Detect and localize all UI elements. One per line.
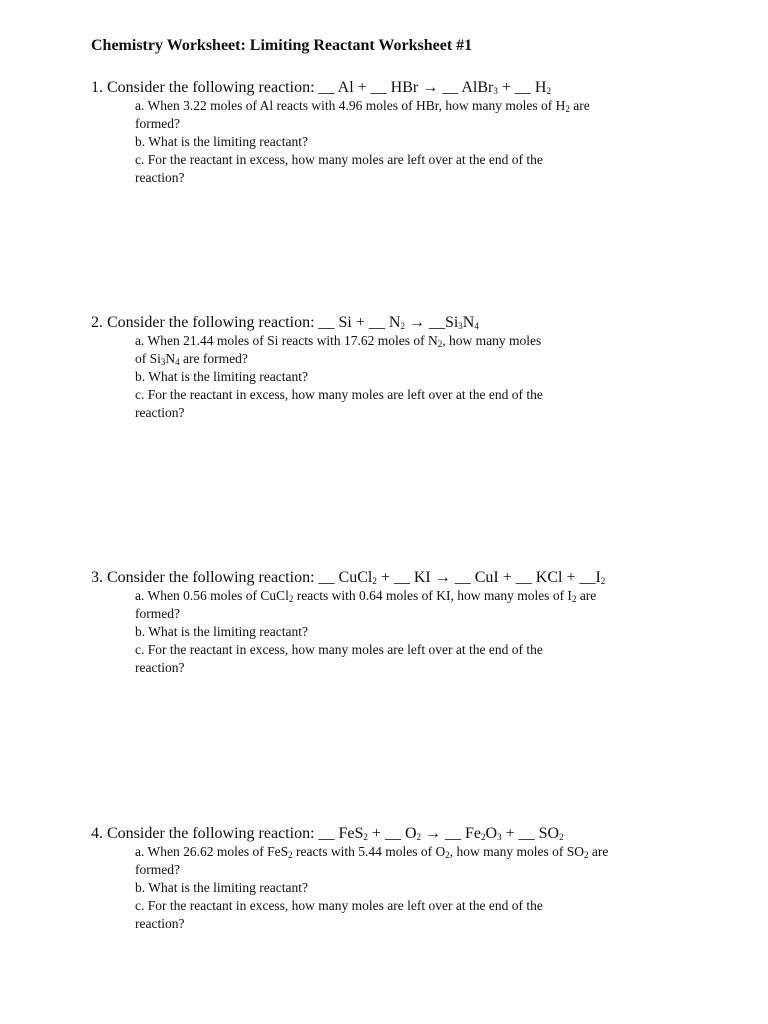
part-a-cont: formed? [135, 606, 180, 621]
part-b: b. What is the limiting reactant? [135, 369, 308, 384]
part-a-cont: of $Si_3N_4$ are formed? [135, 351, 248, 367]
part-b: b. What is the limiting reactant? [135, 624, 308, 639]
worksheet-title: Chemistry Worksheet: Limiting Reactant Worksheet #1 [91, 37, 473, 54]
part-c-cont: reaction? [135, 405, 185, 420]
problem-1-stem: 1. Consider the following reaction: __ Al + __ HBr → __ AlBr$_3$ + __ $H_2$ [91, 79, 551, 96]
problem-3-stem: 3. Consider the following reaction: __ CuCl$_2$ + __ KI → __ CuI + __ KCl + $\_\_I_2$ [91, 569, 606, 586]
problem-4 [91, 824, 691, 933]
part-a: a. When 21.44 moles of Si reacts with 17.62 moles of $N_2$, how many moles [135, 333, 542, 349]
part-a: a. When 0.56 moles of CuCl$_2$ reacts with 0.64 moles of KI, how many moles of $I_2$ are [135, 588, 597, 604]
problem-2-stem: 2. Consider the following reaction: __ Si + __ $N_2$ → $\_\_Si_3N_4$ [91, 314, 479, 331]
problem-3-parts [135, 587, 665, 677]
part-c: c. For the reactant in excess, how many moles are left over at the end of the [135, 898, 543, 913]
part-a: a. When 3.22 moles of Al reacts with 4.96 moles of HBr, how many moles of $H_2$ are [135, 98, 590, 114]
problem-1-parts [135, 97, 665, 187]
part-b: b. What is the limiting reactant? [135, 880, 308, 895]
problem-2-parts [135, 332, 665, 422]
part-a-cont: formed? [135, 862, 180, 877]
part-c: c. For the reactant in excess, how many moles are left over at the end of the [135, 387, 543, 402]
problem-3 [91, 568, 691, 677]
part-b: b. What is the limiting reactant? [135, 134, 308, 149]
part-c-cont: reaction? [135, 660, 185, 675]
part-c-cont: reaction? [135, 916, 185, 931]
part-c: c. For the reactant in excess, how many moles are left over at the end of the [135, 152, 543, 167]
problem-1 [91, 78, 691, 187]
problem-4-parts [135, 843, 665, 933]
part-a-cont: formed? [135, 116, 180, 131]
problem-4-stem: 4. Consider the following reaction: __ FeS$_2$ + __ $O_2$ → __ $Fe_2O_3$ + __ $SO_2$ [91, 825, 564, 842]
problem-2 [91, 313, 691, 422]
part-a: a. When 26.62 moles of FeS$_2$ reacts with 5.44 moles of $O_2$, how many moles of $SO_2$ are [135, 844, 609, 860]
part-c: c. For the reactant in excess, how many moles are left over at the end of the [135, 642, 543, 657]
part-c-cont: reaction? [135, 170, 185, 185]
